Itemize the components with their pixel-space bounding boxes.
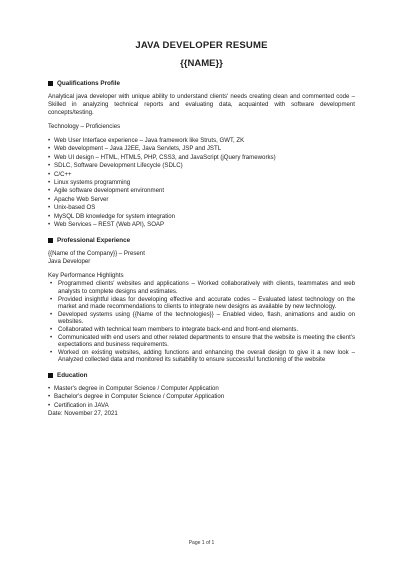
list-item: • Web UI design – HTML, HTML5, PHP, CSS3, and JavaScript (jQuery frameworks) xyxy=(48,154,355,162)
date-line: Date: November 27, 2021 xyxy=(48,410,118,418)
qualifications-heading xyxy=(48,80,355,87)
section-bullet-icon xyxy=(48,81,53,86)
list-item: • Programmed clients' websites and applications – Worked collaboratively with clients, teammates and web analysts to complete designs and estimates. xyxy=(48,280,355,295)
education-heading xyxy=(48,372,355,379)
qualifications-summary: Analytical java developer with unique ability to understand clients' needs creating clean and commented code – Skilled in analyzing technical reports and evaluating data, acquainted with software development concepts/testing. xyxy=(48,93,355,116)
list-item: • Unix-based OS xyxy=(48,204,355,212)
technology-list xyxy=(48,137,355,229)
job-role: Java Developer xyxy=(48,258,91,266)
list-item: • MySQL DB knowledge for system integration xyxy=(48,213,355,221)
list-item: • C/C++ xyxy=(48,171,355,179)
highlights-list xyxy=(48,280,355,364)
technology-heading: Technology – Proficiencies xyxy=(48,123,121,130)
list-item: • Web User Interface experience – Java framework like Struts, GWT, ZK xyxy=(48,137,355,145)
list-item: • Apache Web Server xyxy=(48,196,355,204)
list-item: • Worked on existing websites, adding functions and enhancing the overall design to give it a new look – Analyzed collected data and monitored its suitability to ensure successful functioning of the website xyxy=(48,349,355,364)
page-number: Page 1 of 1 xyxy=(188,540,215,546)
qualifications-heading-label: Qualifications Profile xyxy=(57,80,120,87)
list-item: • Collaborated with technical team members to integrate back-end and front-end elements. xyxy=(48,326,355,334)
list-item: • Web Services – REST (Web API), SOAP xyxy=(48,221,355,229)
list-item: • Communicated with end users and other related departments to ensure that the website is meeting the client's expectations and business requirements. xyxy=(48,334,355,349)
list-item: • Agile software development environment xyxy=(48,187,355,195)
highlights-heading: Key Performance Highlights xyxy=(48,272,124,280)
education-list xyxy=(48,385,355,410)
list-item: • Bachelor's degree in Computer Science / Computer Application xyxy=(48,393,355,401)
list-item: • Certification in JAVA xyxy=(48,402,355,410)
experience-heading xyxy=(48,237,355,244)
list-item: • Web development – Java J2EE, Java Servlets, JSP and JSTL xyxy=(48,145,355,153)
candidate-name: {{NAME}} xyxy=(180,58,223,69)
resume-title: JAVA DEVELOPER RESUME xyxy=(135,40,268,51)
experience-heading-label: Professional Experience xyxy=(57,237,131,245)
education-heading-label: Education xyxy=(57,372,88,379)
section-bullet-icon xyxy=(48,373,53,378)
list-item: • Developed systems using {{Name of the technologies}} – Enabled video, flash, animations and audio on websites. xyxy=(48,311,355,326)
section-bullet-icon xyxy=(48,238,53,243)
list-item: • SDLC, Software Development Lifecycle (SDLC) xyxy=(48,162,355,170)
company-line: {{Name of the Company}} – Present xyxy=(48,250,145,258)
list-item: • Linux systems programming xyxy=(48,179,355,187)
list-item: • Master's degree in Computer Science / Computer Application xyxy=(48,385,355,393)
list-item: • Provided insightful ideas for developing effective and accurate codes – Evaluated latest technology on the market and made recommendations to clients to integrate new designs as available by new technology. xyxy=(48,296,355,311)
